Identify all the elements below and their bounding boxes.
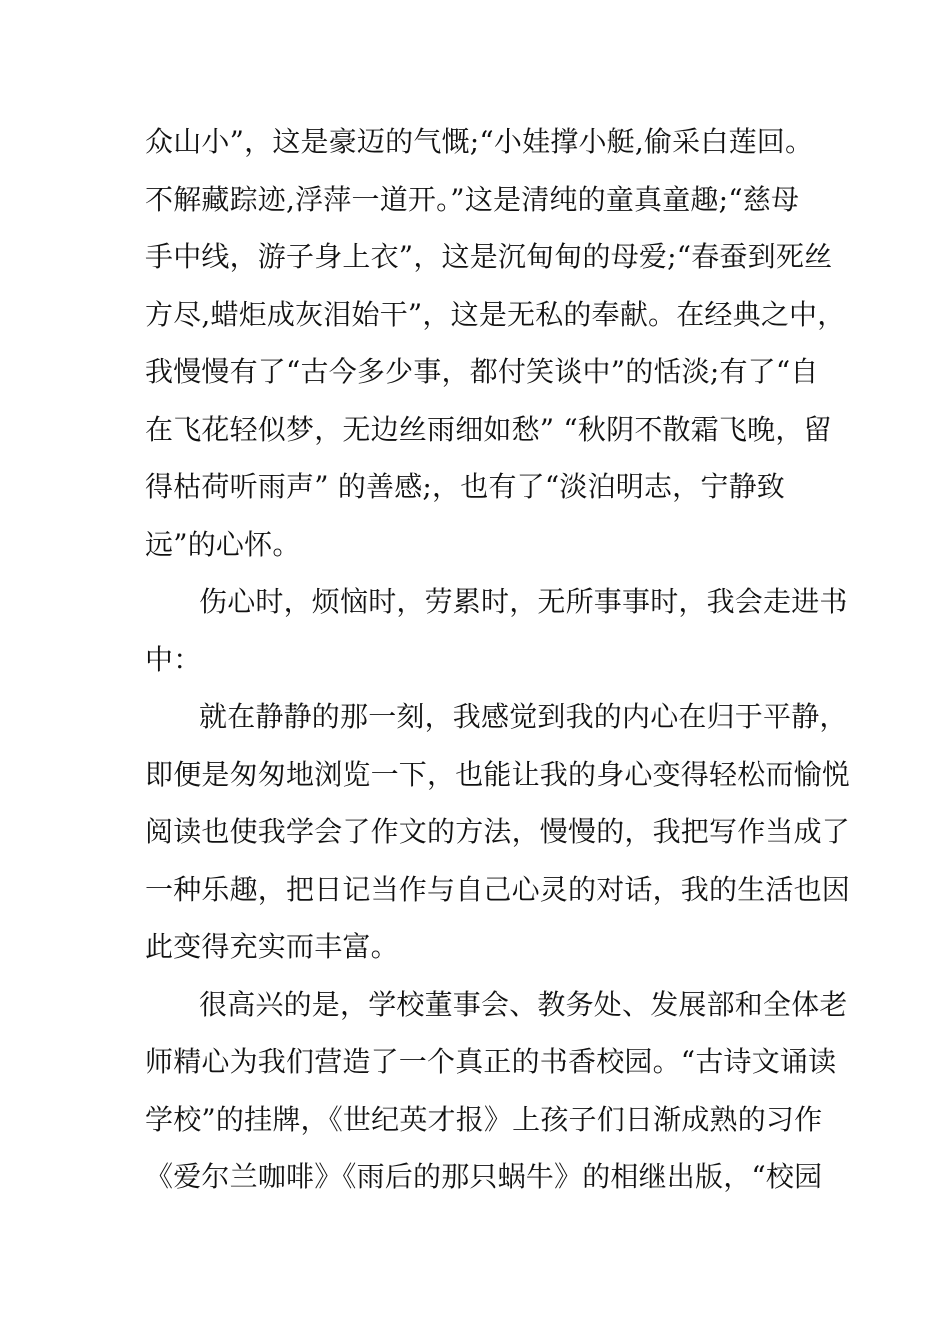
text-line: 学校”的挂牌，《世纪英才报》上孩子们日渐成熟的习作 — [145, 1103, 823, 1136]
text-line: 此变得充实而丰富。 — [145, 930, 399, 963]
text-line: 不解藏踪迹,浮萍一道开。”这是清纯的童真童趣;“慈母 — [145, 183, 800, 216]
text-line: 一种乐趣，把日记当作与自己心灵的对话，我的生活也因 — [145, 873, 851, 906]
text-line: 在飞花轻似梦，无边丝雨细如愁” “秋阴不散霜飞晚，留 — [145, 413, 832, 446]
text-line: 中： — [145, 643, 202, 676]
text-line: 《爱尔兰咖啡》《雨后的那只蜗牛》的相继出版，“校园 — [145, 1160, 823, 1193]
text-line: 即便是匆匆地浏览一下，也能让我的身心变得轻松而愉悦 — [145, 758, 851, 791]
text-line: 手中线，游子身上衣”，这是沉甸甸的母爱;“春蚕到死丝 — [145, 240, 833, 273]
paragraph-first-line: 伤心时，烦恼时，劳累时，无所事事时，我会走进书 — [199, 585, 848, 618]
text-line: 众山小”，这是豪迈的气慨;“小娃撑小艇,偷采白莲回。 — [145, 125, 814, 158]
text-line: 师精心为我们营造了一个真正的书香校园。“古诗文诵读 — [145, 1045, 837, 1078]
text-line: 方尽,蜡炬成灰泪始干”，这是无私的奉献。在经典之中， — [145, 298, 846, 331]
paragraph-first-line: 很高兴的是，学校董事会、教务处、发展部和全体老 — [199, 988, 848, 1021]
text-line: 我慢慢有了“古今多少事，都付笑谈中”的恬淡;有了“自 — [145, 355, 819, 388]
paragraph-first-line: 就在静静的那一刻，我感觉到我的内心在归于平静， — [199, 700, 848, 733]
text-line: 阅读也使我学会了作文的方法，慢慢的，我把写作当成了 — [145, 815, 851, 848]
text-line: 得枯荷听雨声” 的善感;，也有了“淡泊明志，宁静致 — [145, 470, 785, 503]
text-line: 远”的心怀。 — [145, 528, 301, 561]
